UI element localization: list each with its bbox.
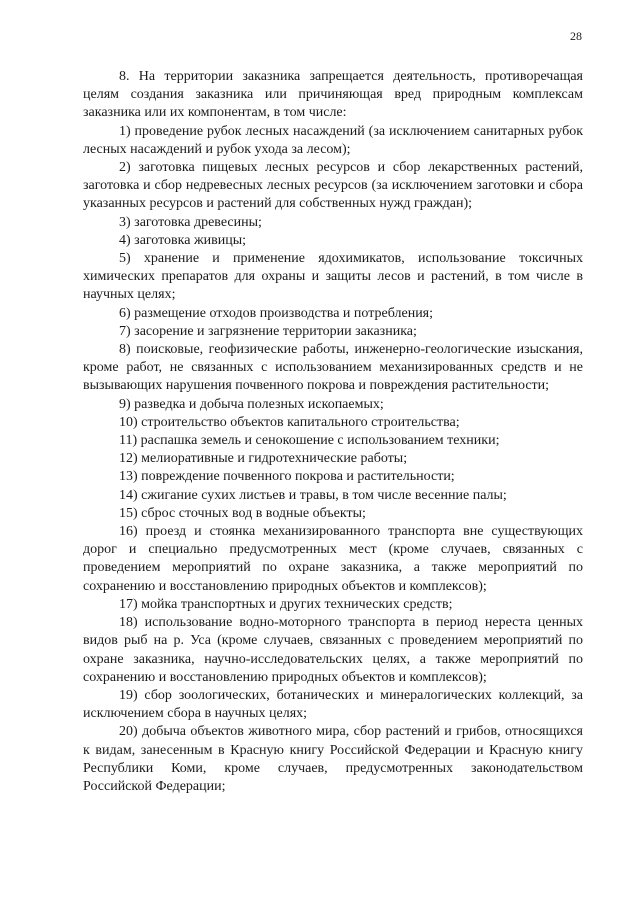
list-item-4: 4) заготовка живицы;	[119, 232, 247, 248]
list-item-6: 6) размещение отходов производства и потребления;	[119, 305, 434, 321]
list-item-19: 19) сбор зоологических, ботанических и минералогических коллекций, за исключением сбора в научных целях;	[83, 687, 583, 722]
list-item-11: 11) распашка земель и сенокошение с использованием техники;	[119, 433, 500, 449]
list-item-1: 1) проведение рубок лесных насаждений (за исключением санитарных рубок лесных насаждений и рубок ухода за лесом);	[83, 123, 583, 157]
list-item-12: 12) мелиоративные и гидротехнические работы;	[119, 451, 408, 467]
list-item-16: 16) проезд и стоянка механизированного транспорта вне существующих дорог и специально предусмотренных мест (кроме случаев, связанных с проведением мероприятий по охране заказника, а также мероприятий по сохранению и восстановлению природных объектов и комплексов);	[83, 524, 583, 594]
page-number: 28	[570, 29, 582, 43]
list-item-20: 20) добыча объектов животного мира, сбор растений и грибов, относящихся к видам, занесенным в Красную книгу Российской Федерации и Красную книгу Республики Коми, кроме случаев, предусмотренных законодательством Российской Федерации;	[83, 724, 583, 794]
list-item-2: 2) заготовка пищевых лесных ресурсов и сбор лекарственных растений, заготовка и сбор недревесных лесных ресурсов (за исключением заготовки и сбора указанных ресурсов и растений для собственных нужд граждан);	[83, 160, 583, 212]
paragraph-intro: 8. На территории заказника запрещается деятельность, противоречащая целям создания заказника или причиняющая вред природным комплексам заказника или их компонентам, в том числе:	[83, 69, 583, 121]
list-item-17: 17) мойка транспортных и других технических средств;	[119, 596, 453, 612]
list-item-9: 9) разведка и добыча полезных ископаемых;	[119, 396, 384, 412]
list-item-5: 5) хранение и применение ядохимикатов, использование токсичных химических препаратов для охраны и защиты лесов и растений, в том числе в научных целях;	[83, 251, 583, 303]
list-item-13: 13) повреждение почвенного покрова и растительности;	[119, 469, 455, 485]
list-item-3: 3) заготовка древесины;	[119, 214, 262, 230]
list-item-8: 8) поисковые, геофизические работы, инженерно-геологические изыскания, кроме работ, не связанных с использованием механизированных средств и не вызывающих нарушения почвенного покрова и повреждения растительности;	[83, 342, 583, 394]
document-body	[83, 68, 583, 796]
list-item-7: 7) засорение и загрязнение территории заказника;	[119, 323, 417, 339]
list-item-18: 18) использование водно-моторного транспорта в период нереста ценных видов рыб на р. Уса (кроме случаев, связанных с проведением мероприятий по охране заказника, научно-исследовательских целях, а также мероприятий по сохранению и восстановлению природных объектов и комплексов);	[83, 615, 583, 685]
list-item-14: 14) сжигание сухих листьев и травы, в том числе весенние палы;	[119, 487, 507, 503]
list-item-15: 15) сброс сточных вод в водные объекты;	[119, 505, 366, 521]
list-item-10: 10) строительство объектов капитального строительства;	[119, 414, 460, 430]
